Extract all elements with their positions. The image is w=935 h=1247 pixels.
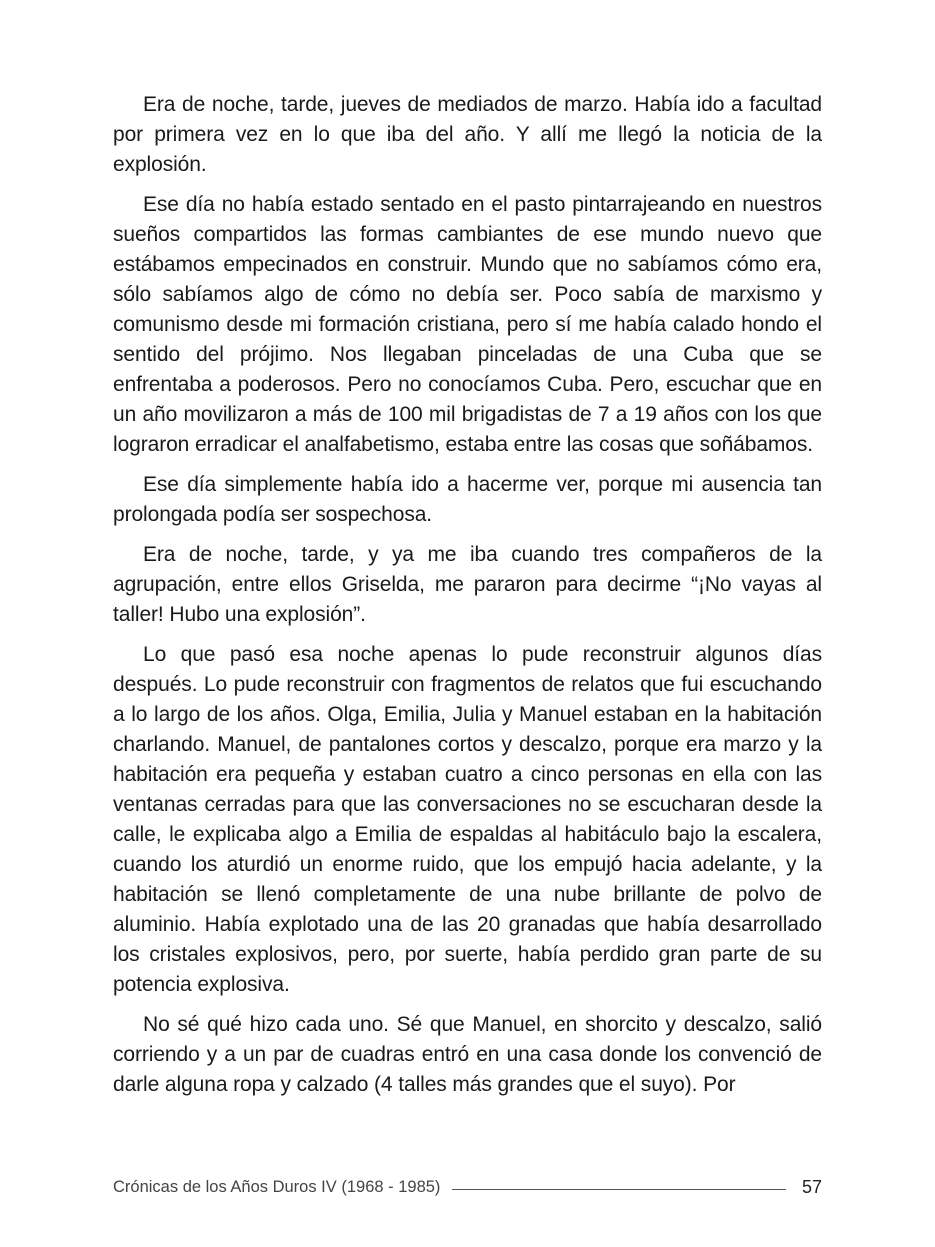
paragraph-5: Lo que pasó esa noche apenas lo pude reconstruir algunos días después. Lo pude reconstruir con fragmentos de relatos que fui escuchando a lo largo de los años. Olga, Emilia, Julia y Manuel estaban en la habitación charlando. Manuel, de pantalones cortos y descalzo, porque era marzo y la habitación era pequeña y estaban cuatro a cinco personas en ella con las ventanas cerradas para que las conversaciones no se escucharan desde la calle, le explicaba algo a Emilia de espaldas al habitáculo bajo la escalera, cuando los aturdió un enorme ruido, que los empujó hacia adelante, y la habitación se llenó completamente de una nube brillante de polvo de aluminio. Había explotado una de las 20 granadas que había desarrollado los cristales explosivos, pero, por suerte, había perdido gran parte de su potencia explosiva. (113, 643, 822, 996)
page-number: 57 (801, 1176, 822, 1197)
paragraph-1: Era de noche, tarde, jueves de mediados de marzo. Había ido a facultad por primera vez en lo que iba del año. Y allí me llegó la noticia de la explosión. (113, 93, 822, 176)
paragraph-3: Ese día simplemente había ido a hacerme ver, porque mi ausencia tan prolongada podía ser sospechosa. (113, 473, 822, 526)
paragraph-2: Ese día no había estado sentado en el pasto pintarrajeando en nuestros sueños compartidos las formas cambiantes de ese mundo nuevo que estábamos empecinados en construir. Mundo que no sabíamos cómo era, sólo sabíamos algo de cómo no debía ser. Poco sabía de marxismo y comunismo desde mi formación cristiana, pero sí me había calado hondo el sentido del prójimo. Nos llegaban pinceladas de una Cuba que se enfrentaba a poderosos. Pero no conocíamos Cuba. Pero, escuchar que en un año movilizaron a más de 100 mil brigadistas de 7 a 19 años con los que lograron erradicar el analfabetismo, estaba entre las cosas que soñábamos. (113, 193, 822, 456)
page-body (113, 90, 822, 1110)
running-footer-title: Crónicas de los Años Duros IV (1968 - 1985) (113, 1177, 441, 1196)
paragraph-6: No sé qué hizo cada uno. Sé que Manuel, en shorcito y descalzo, salió corriendo y a un par de cuadras entró en una casa donde los convenció de darle alguna ropa y calzado (4 talles más grandes que el suyo). Por (113, 1013, 822, 1096)
page-footer (113, 1174, 822, 1200)
footer-divider (452, 1189, 786, 1190)
paragraph-4: Era de noche, tarde, y ya me iba cuando tres compañeros de la agrupación, entre ellos Griselda, me pararon para decirme “¡No vayas al taller! Hubo una explosión”. (113, 543, 822, 626)
